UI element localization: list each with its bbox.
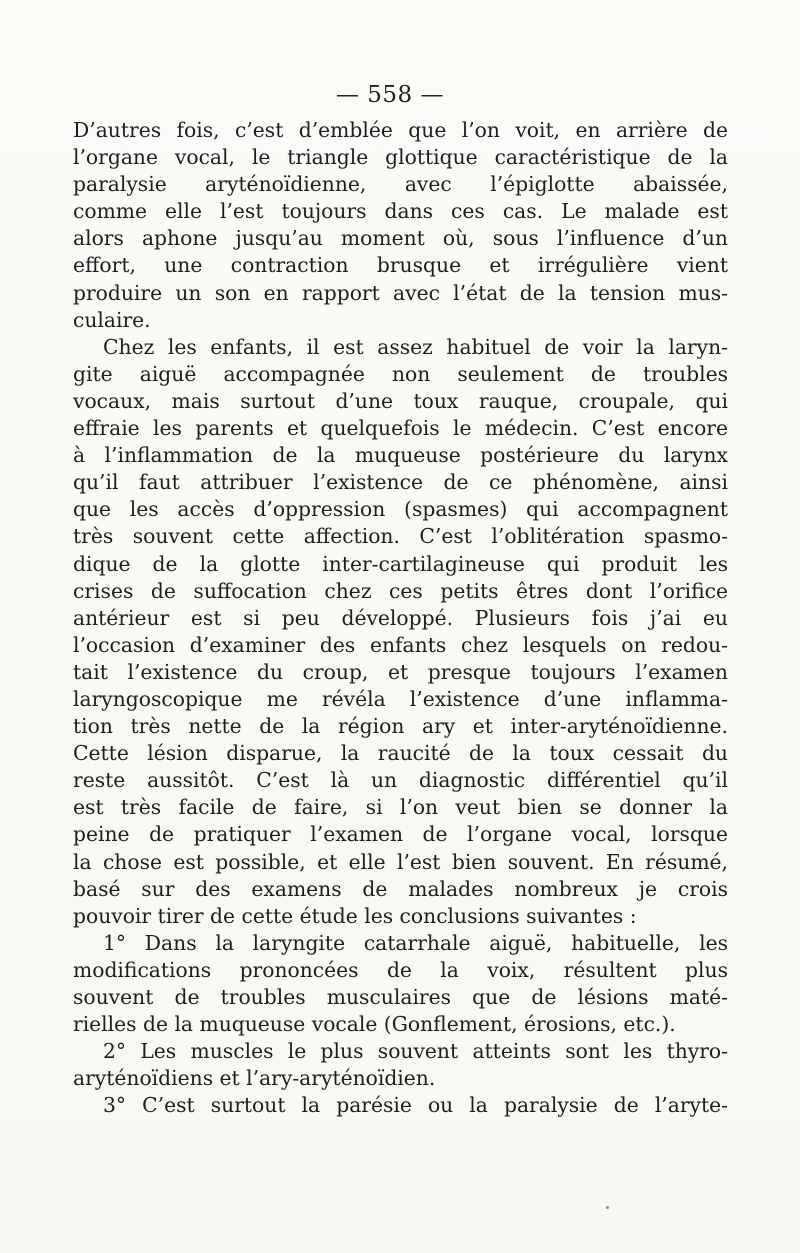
text-line: basé sur des examens de malades nombreux je crois	[73, 876, 728, 901]
text-line: dique de la glotte inter-cartilagineuse qui produit les	[73, 551, 728, 576]
text-line: effraie les parents et quelquefois le médecin. C’est encore	[73, 416, 728, 441]
text-line: D’autres fois, c’est d’emblée que l’on voit, en arrière de	[73, 118, 728, 142]
text-line: crises de suffocation chez ces petits êtres dont l’orifice	[73, 578, 728, 603]
text-line: 2° Les muscles le plus souvent atteints sont les thyro-	[103, 1039, 728, 1064]
paper-speck	[606, 1206, 609, 1209]
page-number: — 558 —	[335, 82, 445, 108]
text-line: très souvent cette affection. C’est l’oblitération spasmo-	[73, 524, 728, 549]
text-line: à l’inflammation de la muqueuse postérieure du larynx	[73, 443, 728, 468]
text-line: comme elle l’est toujours dans ces cas. Le malade est	[73, 199, 728, 224]
text-line: que les accès d’oppression (spasmes) qui accompagnent	[73, 497, 728, 522]
paragraph-2	[73, 334, 728, 930]
text-line: Chez les enfants, il est assez habituel de voir la laryn-	[103, 334, 728, 359]
text-line: la chose est possible, et elle l’est bien souvent. En résumé,	[73, 849, 728, 874]
text-line: antérieur est si peu développé. Plusieurs fois j’ai eu	[73, 605, 728, 630]
text-line: effort, une contraction brusque et irrégulière vient	[73, 253, 728, 278]
text-line: produire un son en rapport avec l’état de la tension mus-	[73, 280, 728, 305]
text-line: l’occasion d’examiner des enfants chez lesquels on redou-	[73, 632, 728, 657]
paragraph-4	[73, 1038, 728, 1092]
text-line: vocaux, mais surtout d’une toux rauque, croupale, qui	[73, 388, 728, 413]
text-line: peine de pratiquer l’examen de l’organe vocal, lorsque	[73, 822, 728, 847]
text-line: culaire.	[73, 307, 151, 332]
text-line: tion très nette de la région ary et inter-aryténoïdienne.	[73, 714, 728, 739]
text-line: est très facile de faire, si l’on veut bien se donner la	[73, 795, 728, 820]
text-line: paralysie aryténoïdienne, avec l’épiglotte abaissée,	[73, 172, 728, 197]
text-line: qu’il faut attribuer l’existence de ce phénomène, ainsi	[73, 470, 728, 495]
text-line: 3° C’est surtout la parésie ou la paralysie de l’aryte-	[103, 1093, 728, 1118]
text-line: tait l’existence du croup, et presque toujours l’examen	[73, 659, 728, 684]
text-line: 1° Dans la laryngite catarrhale aiguë, habituelle, les	[103, 930, 728, 955]
paragraph-1	[73, 117, 728, 334]
text-line: gite aiguë accompagnée non seulement de troubles	[73, 361, 728, 386]
text-line: modifications prononcées de la voix, résultent plus	[73, 957, 728, 982]
paragraph-5	[73, 1092, 728, 1119]
text-line: souvent de troubles musculaires que de lésions maté-	[73, 985, 728, 1009]
text-line: Cette lésion disparue, la raucité de la toux cessait du	[73, 741, 728, 766]
text-line: pouvoir tirer de cette étude les conclusions suivantes :	[73, 903, 637, 928]
text-line: l’organe vocal, le triangle glottique caractéristique de la	[73, 145, 728, 170]
body-text	[73, 117, 728, 1119]
text-line: rielles de la muqueuse vocale (Gonflement, érosions, etc.).	[73, 1012, 676, 1037]
text-line: aryténoïdiens et l’ary-aryténoïdien.	[73, 1066, 436, 1091]
text-line: alors aphone jusqu’au moment où, sous l’influence d’un	[73, 226, 728, 251]
paragraph-3	[73, 930, 728, 1038]
text-line: laryngoscopique me révéla l’existence d’une inflamma-	[73, 686, 728, 711]
text-line: reste aussitôt. C’est là un diagnostic différentiel qu’il	[73, 768, 728, 793]
